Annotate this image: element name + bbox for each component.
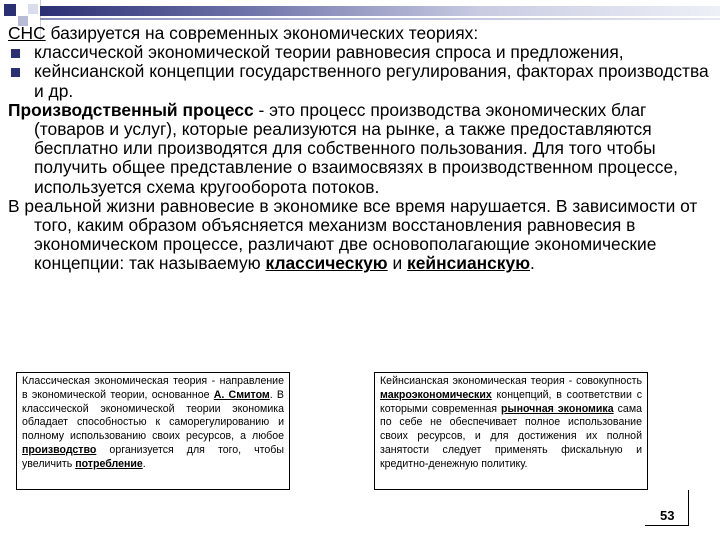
macroeconomic-link[interactable]: макроэкономических (380, 388, 492, 401)
keynesian-theory-box (374, 372, 648, 490)
box-text: . (142, 457, 146, 470)
smith-link[interactable]: А. Смитом (213, 388, 270, 401)
and-text: и (387, 253, 408, 274)
classic-link[interactable]: классическую (265, 253, 388, 274)
box-text: Кейнсианская экономическая теория - совокупность (380, 375, 642, 387)
production-text: - это процесс производства экономических благ (товаров и услуг), которые реализуются на рынке, а также предоставляются бесплатно или производятся для собственного пользования. Для того чтобы получить общее представление о взаимосвязях в производственном процессе, используется схема кругооборота потоков. (34, 99, 678, 197)
production-term: Производственный процесс (8, 99, 254, 120)
bullet-item (8, 62, 714, 100)
square-bullet-icon (11, 49, 20, 58)
market-economy-link[interactable]: рыночная экономика (501, 402, 614, 415)
intro-text: базируется на современных экономических теориях: (45, 23, 479, 43)
box-text: концепций, в соответствии с которыми современная (380, 388, 642, 415)
equilibrium-paragraph (8, 197, 714, 274)
consumption-link[interactable]: потребление (75, 457, 143, 470)
bullet-item (8, 43, 714, 62)
keynes-link[interactable]: кейнсианскую (407, 253, 531, 274)
square-bullet-icon (11, 68, 20, 77)
production-paragraph (8, 101, 714, 197)
box-text: сама по себе не обеспечивает полное использование своих ресурсов, и для достижения их полной занятости следует применять фискальную и кредитно-денежную политику. (380, 402, 642, 470)
period: . (530, 253, 535, 274)
box-text: . В классической экономической теории экономика обладает способностью к саморегулированию и полному использованию своих ресурсов, а любое (22, 388, 285, 443)
intro-line (8, 24, 714, 43)
equilibrium-text: В реальной жизни равновесие в экономике все время нарушается. В зависимости от того, каким образом объясняется механизм восстановления равновесия в экономическом процессе, различают две основополагающие экономические концепции: так называемую (8, 195, 698, 274)
bullet-text: кейнсианской концепции государственного регулирования, факторах производства и др. (34, 61, 709, 101)
slide-body (8, 24, 714, 274)
bullet-text: классической экономической теории равновесия спроса и предложения, (34, 42, 624, 63)
box-text: организуется для того, чтобы увеличить (22, 443, 284, 470)
box-text: Классическая экономическая теория - направление в экономической теории, основанное (22, 375, 284, 401)
decor-square (28, 4, 38, 14)
page-number: 53 (660, 508, 675, 523)
production-link[interactable]: производство (22, 443, 97, 456)
decor-square (4, 4, 16, 16)
decor-gradient-bar (40, 6, 720, 16)
decor-gradient-line (40, 18, 720, 20)
sns-abbr: СНС (8, 23, 46, 43)
classical-theory-box (16, 372, 290, 490)
